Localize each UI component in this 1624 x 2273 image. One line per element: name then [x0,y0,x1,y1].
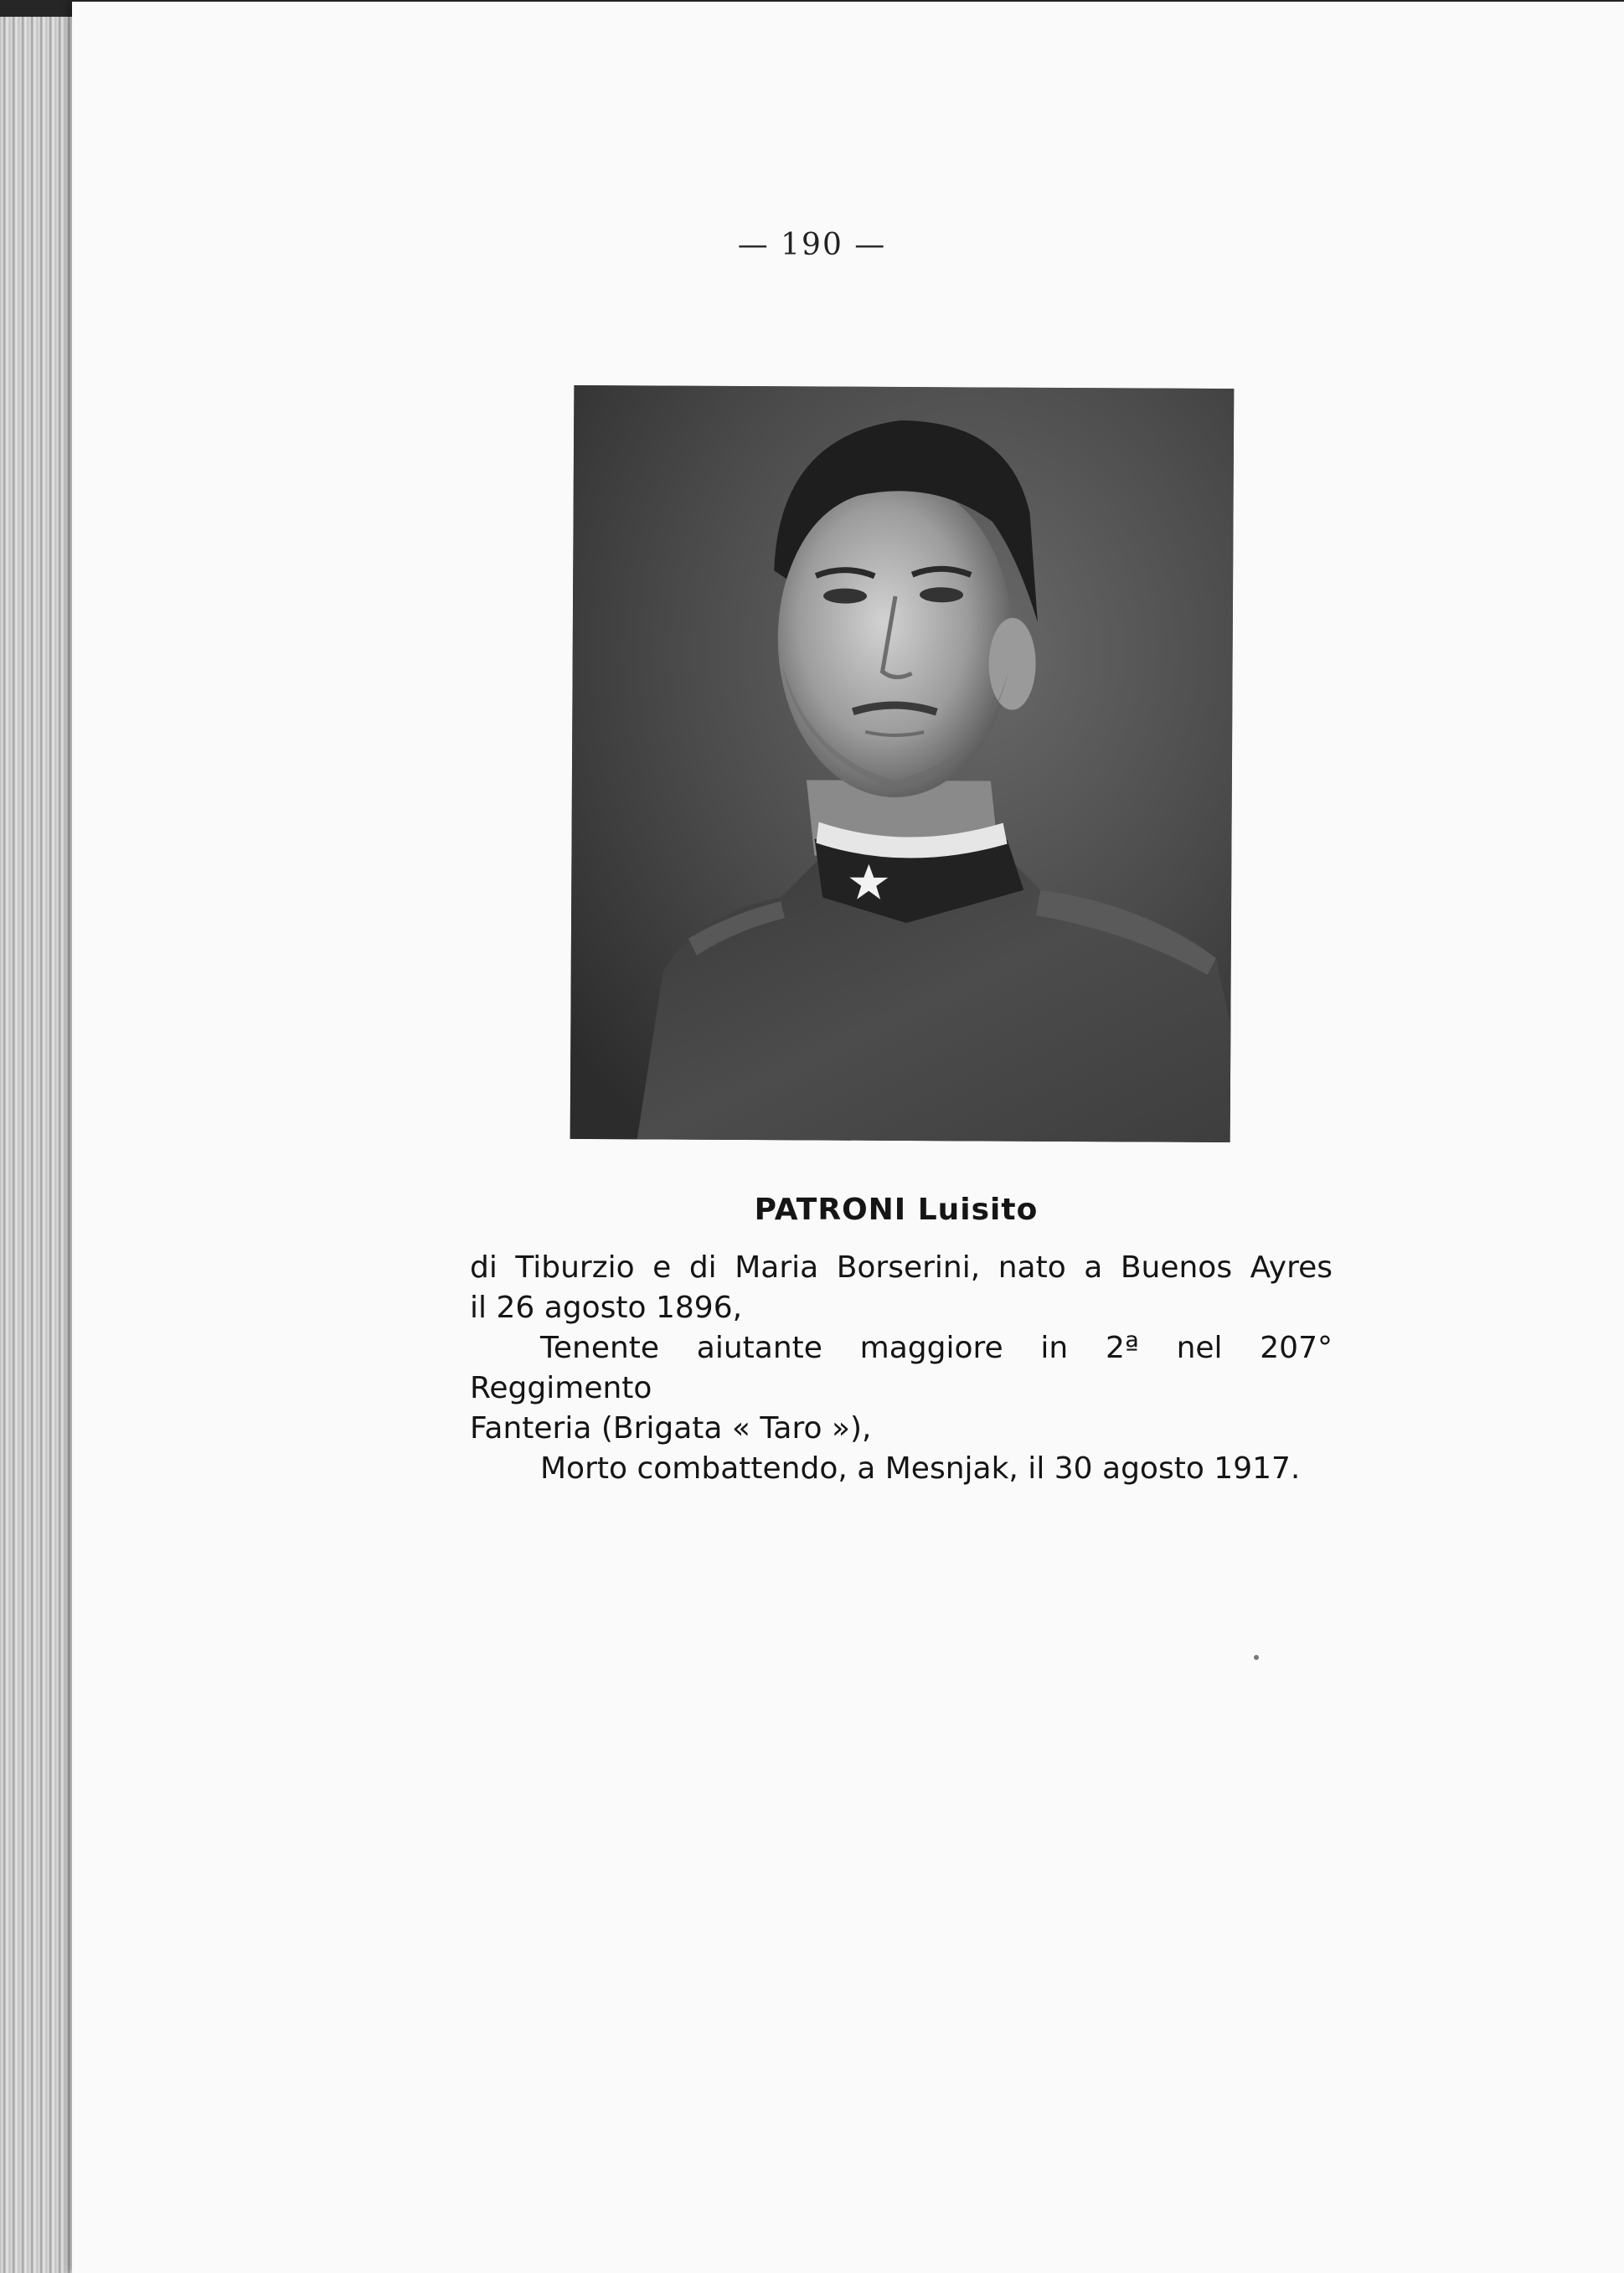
entry-name: PATRONI Luisito [754,1193,1039,1227]
page-number: — 190 — [737,228,887,262]
portrait-illustration [570,385,1235,1142]
bio-line: di Tiburzio e di Maria Borserini, nato a Buenos Ayres [470,1250,1333,1285]
portrait-photo [570,385,1235,1142]
bio-line: il 26 agosto 1896, [470,1291,743,1325]
bio-line: Fanteria (Brigata « Taro »), [470,1411,872,1446]
bio-line: Morto combattendo, a Mesnjak, il 30 agosto 1917. [540,1451,1301,1486]
paper-speck [1254,1655,1259,1660]
bio-line: Tenente aiutante maggiore in 2ª nel 207° Reggimento [470,1331,1333,1405]
entry-biography [470,1248,1333,1489]
